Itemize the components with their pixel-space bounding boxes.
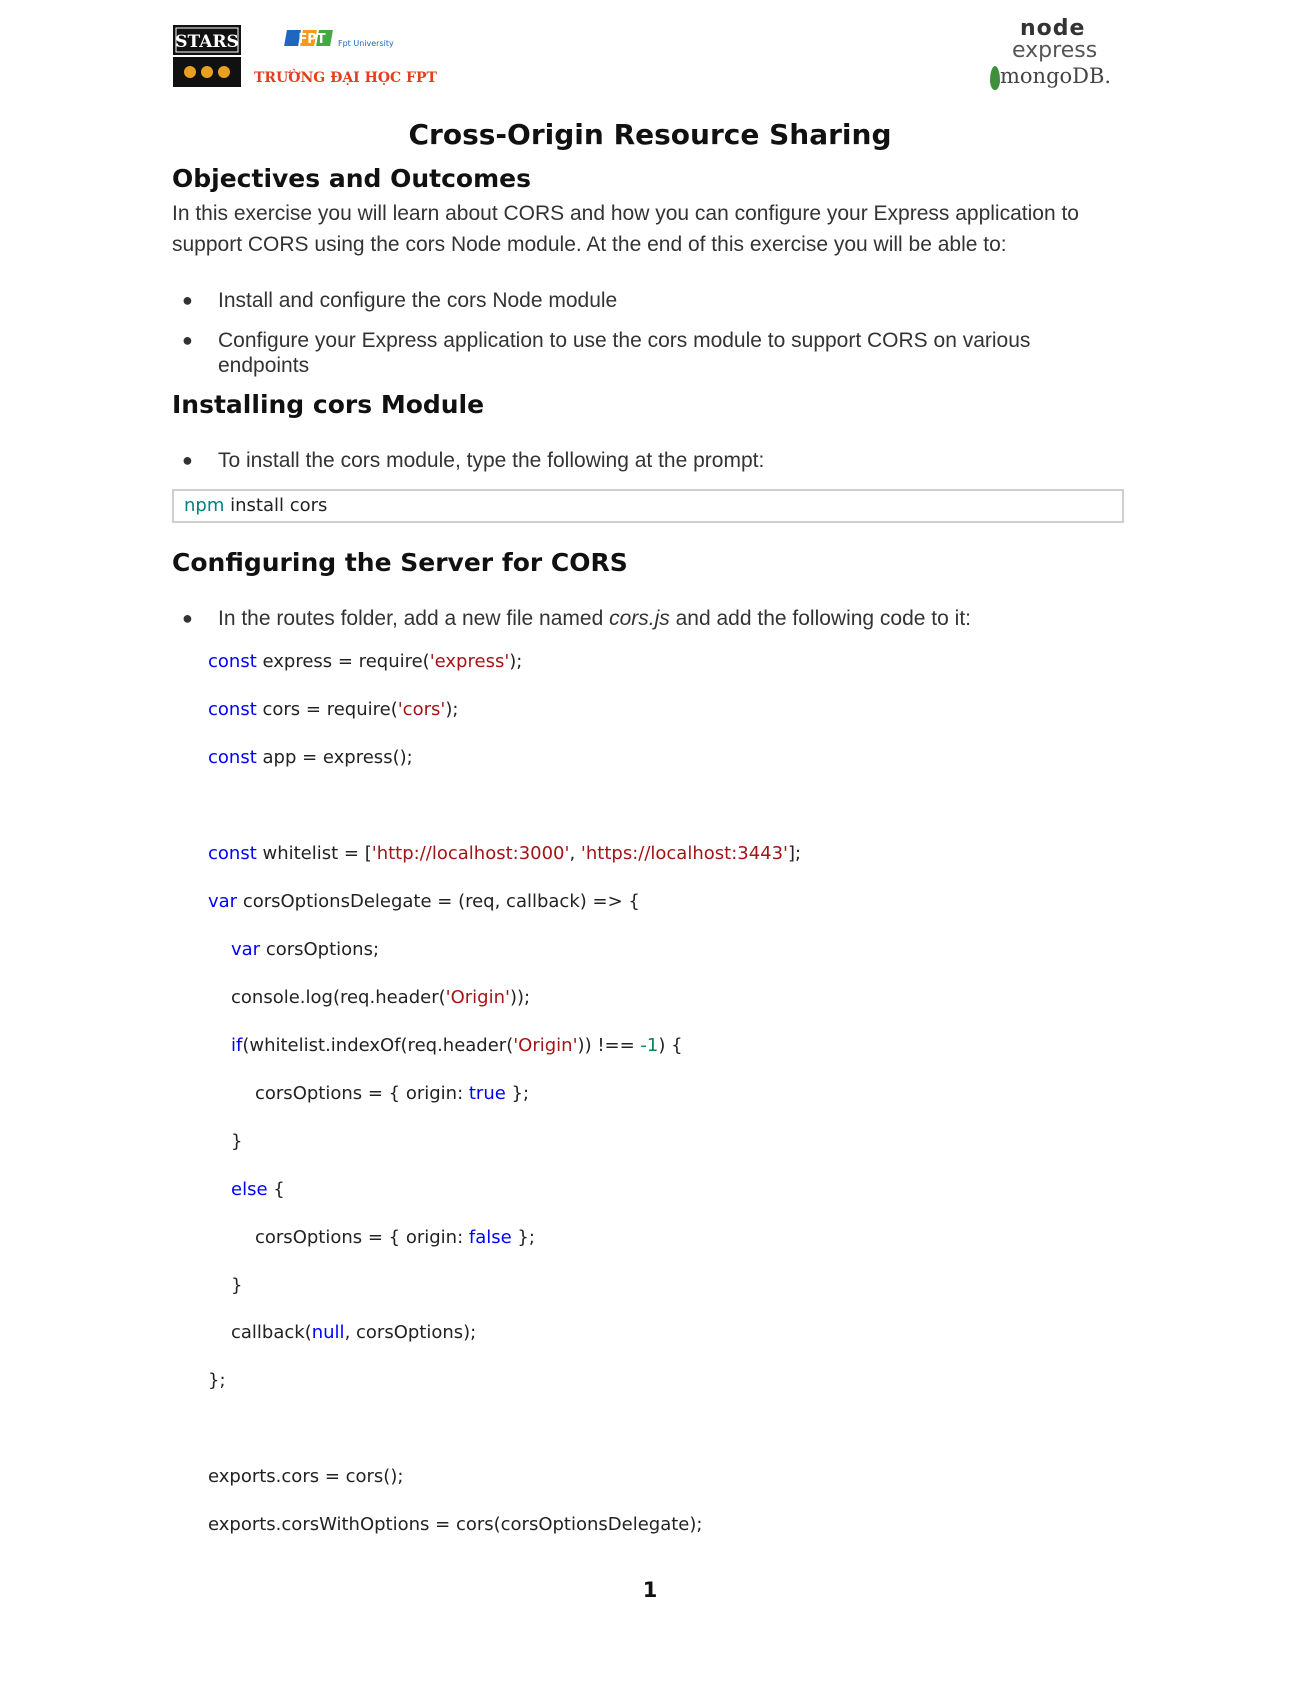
bullet-text bbox=[218, 606, 1098, 631]
node-logo-text: node bbox=[1020, 16, 1086, 41]
code-string: 'cors' bbox=[397, 699, 446, 720]
bullet-text-prefix: In the routes folder, add a new file named bbox=[218, 607, 610, 630]
code-line bbox=[208, 843, 801, 864]
code-text: ]; bbox=[788, 843, 802, 864]
bullet-text: To install the cors module, type the following at the prompt: bbox=[218, 449, 765, 472]
cmd-args: install cors bbox=[224, 495, 328, 516]
fpt-logo-subtext: Fpt University bbox=[338, 39, 394, 48]
code-text: corsOptionsDelegate = (req, callback) => { bbox=[237, 891, 640, 912]
code-keyword: const bbox=[208, 699, 257, 720]
code-text: , bbox=[569, 843, 581, 864]
bullet-text bbox=[218, 328, 1098, 378]
code-keyword: const bbox=[208, 651, 257, 672]
code-keyword: var bbox=[208, 891, 238, 912]
code-string: 'Origin' bbox=[445, 987, 510, 1008]
code-line bbox=[231, 987, 530, 1008]
document-title: Cross-Origin Resource Sharing bbox=[408, 118, 892, 151]
code-keyword: else bbox=[231, 1179, 268, 1200]
code-text: whitelist = [ bbox=[256, 843, 372, 864]
page-number: 1 bbox=[642, 1578, 658, 1602]
command-box bbox=[172, 489, 1124, 523]
code-line bbox=[255, 1083, 529, 1104]
mongodb-logo-text: mongoDB. bbox=[1000, 64, 1112, 88]
heading-installing: Installing cors Module bbox=[172, 390, 485, 419]
intro-line-1: In this exercise you will learn about CORS and how you can configure your Express application to bbox=[172, 202, 1079, 225]
bullet-icon: ● bbox=[182, 330, 193, 350]
code-text: { bbox=[267, 1179, 285, 1200]
file-name: cors.js bbox=[609, 607, 670, 630]
express-logo-text: express bbox=[1012, 38, 1098, 63]
bullet-text-suffix: and add the following code to it: bbox=[669, 607, 971, 630]
code-number: -1 bbox=[640, 1035, 659, 1056]
code-text: cors = require( bbox=[256, 699, 398, 720]
code-line bbox=[208, 651, 522, 672]
node-express-mongodb-logo bbox=[990, 16, 1120, 92]
code-text: )); bbox=[509, 987, 531, 1008]
code-text: ); bbox=[445, 699, 459, 720]
code-text: }; bbox=[208, 1370, 226, 1391]
code-text: ); bbox=[509, 651, 523, 672]
bullet-icon: ● bbox=[182, 290, 193, 310]
stars-logo-text: STARS bbox=[175, 32, 239, 52]
code-text: express = require( bbox=[256, 651, 430, 672]
heading-configuring: Configuring the Server for CORS bbox=[172, 548, 628, 577]
code-text: callback( bbox=[231, 1322, 312, 1343]
code-text: corsOptions; bbox=[260, 939, 380, 960]
code-line bbox=[231, 1131, 242, 1152]
code-text: ) { bbox=[658, 1035, 683, 1056]
code-text: )) !== bbox=[577, 1035, 641, 1056]
code-keyword: null bbox=[311, 1322, 345, 1343]
code-text: } bbox=[231, 1275, 243, 1296]
code-keyword: const bbox=[208, 747, 257, 768]
bullet-icon: ● bbox=[182, 450, 193, 470]
code-string: 'express' bbox=[429, 651, 510, 672]
fpt-university-logo bbox=[250, 24, 437, 94]
code-line bbox=[208, 699, 458, 720]
code-line bbox=[208, 891, 640, 912]
code-string: 'http://localhost:3000' bbox=[371, 843, 570, 864]
code-text: exports.cors = cors(); bbox=[208, 1466, 404, 1487]
fpt-logo-text: FPT bbox=[298, 32, 326, 47]
mongodb-leaf-icon bbox=[990, 66, 1000, 90]
code-string: 'Origin' bbox=[513, 1035, 578, 1056]
code-text: console.log(req.header( bbox=[231, 987, 446, 1008]
code-text: , corsOptions); bbox=[344, 1322, 477, 1343]
code-line bbox=[231, 1035, 683, 1056]
code-line bbox=[231, 1275, 242, 1296]
code-keyword: false bbox=[468, 1227, 512, 1248]
code-keyword: var bbox=[231, 939, 261, 960]
code-keyword: const bbox=[208, 843, 257, 864]
cmd-npm: npm bbox=[184, 495, 225, 516]
code-keyword: true bbox=[468, 1083, 506, 1104]
fpt-school-name: TRƯỜNG ĐẠI HỌC FPT bbox=[254, 70, 437, 86]
code-line bbox=[208, 1466, 403, 1487]
stars-logo bbox=[172, 24, 242, 88]
code-line bbox=[208, 1514, 702, 1535]
code-line bbox=[208, 1370, 226, 1391]
code-text: (whitelist.indexOf(req.header( bbox=[242, 1035, 514, 1056]
code-text: }; bbox=[511, 1227, 535, 1248]
bullet-icon: ● bbox=[182, 608, 193, 628]
bullet-text-line-1: Configure your Express application to use the cors module to support CORS on various bbox=[218, 329, 1031, 352]
code-text: app = express(); bbox=[256, 747, 413, 768]
bullet-text-line-2: endpoints bbox=[218, 354, 310, 377]
code-text: corsOptions = { origin: bbox=[255, 1083, 469, 1104]
heading-objectives: Objectives and Outcomes bbox=[172, 164, 531, 193]
code-line bbox=[208, 747, 413, 768]
code-line bbox=[231, 939, 379, 960]
objectives-intro bbox=[172, 198, 1112, 260]
code-text: corsOptions = { origin: bbox=[255, 1227, 469, 1248]
code-text: }; bbox=[505, 1083, 530, 1104]
code-line bbox=[255, 1227, 535, 1248]
code-string: 'https://localhost:3443' bbox=[580, 843, 789, 864]
code-text: } bbox=[231, 1131, 243, 1152]
bullet-text: Install and configure the cors Node module bbox=[218, 289, 618, 312]
intro-line-2: support CORS using the cors Node module. At the end of this exercise you will be able to: bbox=[172, 233, 1007, 256]
code-text: exports.corsWithOptions = cors(corsOptionsDelegate); bbox=[208, 1514, 703, 1535]
code-keyword: if bbox=[231, 1035, 243, 1056]
code-line bbox=[231, 1322, 476, 1343]
code-line bbox=[231, 1179, 285, 1200]
